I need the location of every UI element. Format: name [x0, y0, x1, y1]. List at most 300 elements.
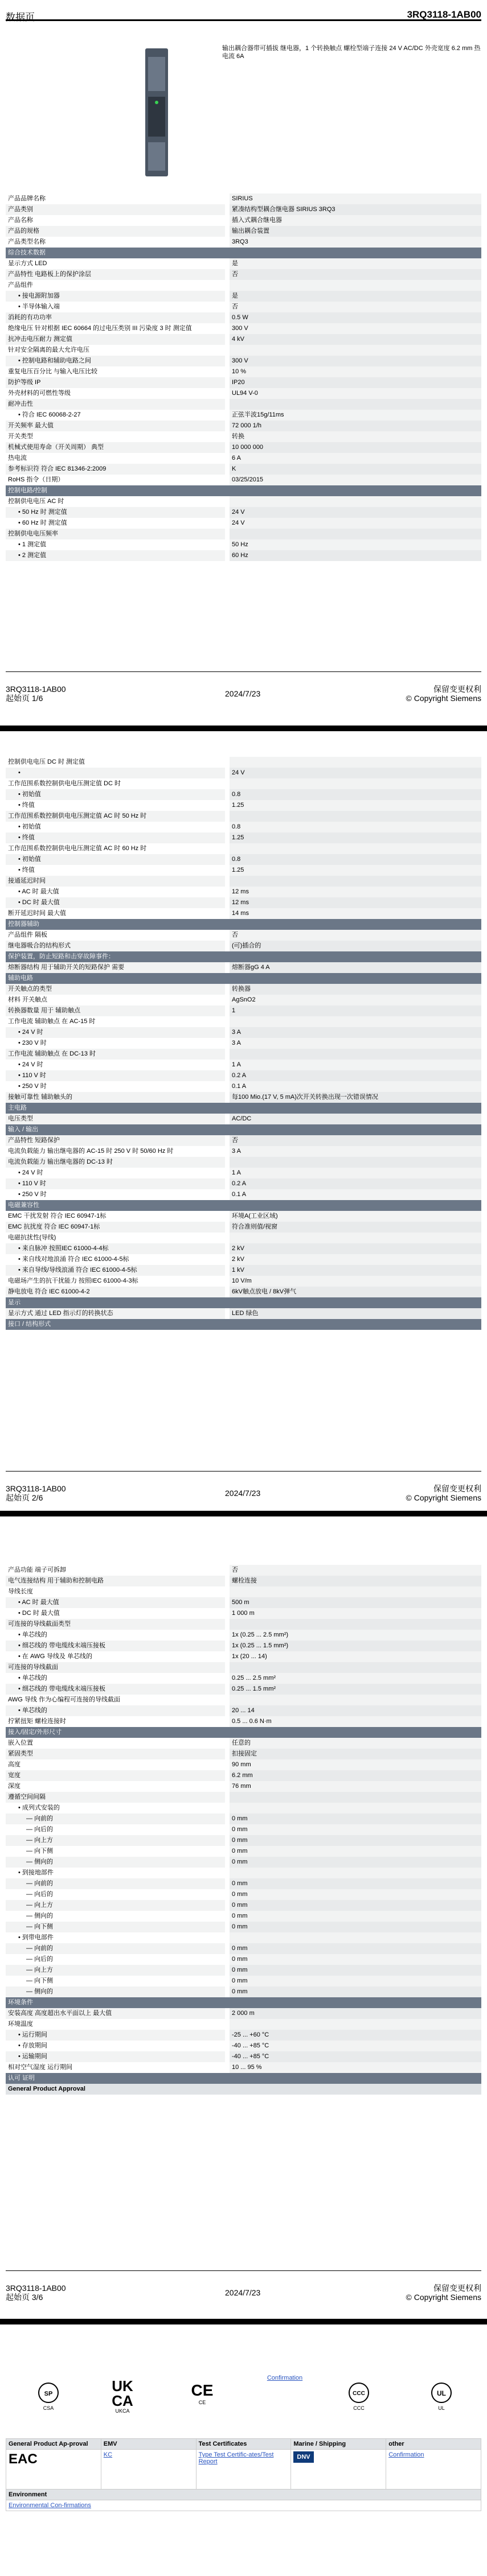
confirmation-link[interactable]: Confirmation: [267, 2375, 303, 2381]
ul-mark: [424, 2381, 459, 2411]
approvals-table: [6, 2438, 481, 2511]
page-footer-1: [6, 671, 481, 706]
spec-row: [6, 410, 481, 421]
spec-value: 0.2 A: [227, 1070, 481, 1081]
spec-label: • 到接地部件: [6, 1868, 227, 1878]
spec-label: 导线长度: [6, 1586, 227, 1597]
spec-label: • 符合 IEC 60068-2-27: [6, 410, 227, 421]
spec-value: 螺栓连接: [227, 1576, 481, 1586]
spec-label: • 230 V 时: [6, 1038, 227, 1049]
footer-date: 2024/7/23: [225, 689, 261, 698]
spec-row: [6, 496, 481, 507]
section-header-row: [6, 951, 481, 962]
spec-value: 1.25: [227, 865, 481, 876]
spec-row: [6, 832, 481, 843]
spec-label: — 向下侧: [6, 1846, 227, 1857]
spec-label: 显示方式 通过 LED 指示灯的转换状态: [6, 1308, 227, 1319]
spec-value: 紧凑结构型耦合继电器 SIRIUS 3RQ3: [227, 204, 481, 215]
spec-label: 相对空气湿度 运行期间: [6, 2062, 227, 2073]
page-footer-2: [6, 1471, 481, 1506]
page-1: [0, 0, 487, 726]
spec-label: 遵循空间间隔: [6, 1792, 227, 1803]
spec-value: 24 V: [227, 518, 481, 529]
spec-row: [6, 908, 481, 919]
spec-label: 嵌入位置: [6, 1738, 227, 1749]
spec-row: [6, 1233, 481, 1243]
spec-label: 开关类型: [6, 431, 227, 442]
approval-header: General Product Ap-proval: [6, 2439, 101, 2450]
section-header-row: [6, 1997, 481, 2008]
spec-value: 300 V: [227, 356, 481, 366]
spec-row: [6, 1038, 481, 1049]
spec-label: 接口 / 结构形式: [6, 1319, 481, 1330]
spec-label: 产品组件 隔板: [6, 930, 227, 941]
spec-row: [6, 2041, 481, 2051]
spec-value: [227, 757, 481, 768]
footer-rights: 保留变更权利: [433, 685, 481, 694]
spec-row: [6, 1597, 481, 1608]
approval-header: Marine / Shipping: [291, 2439, 386, 2450]
spec-row: [6, 204, 481, 215]
spec-label: • 24 V 时: [6, 1060, 227, 1070]
spec-label: • 存放期间: [6, 2041, 227, 2051]
spec-value: 2 000 m: [227, 2008, 481, 2019]
spec-label: — 向后的: [6, 1889, 227, 1900]
spec-label: 控制供电电压 AC 时: [6, 496, 227, 507]
environment-header: Environment: [6, 2490, 481, 2500]
spec-label: 显示: [6, 1297, 481, 1308]
spec-row: [6, 1781, 481, 1792]
spec-label: 产品类型名称: [6, 237, 227, 248]
other-confirmation-link[interactable]: Confirmation: [388, 2451, 424, 2458]
spec-value: 20 ... 14: [227, 1705, 481, 1716]
spec-label: 针对安全隔离的最大允许电压: [6, 345, 227, 356]
spec-value: 60 Hz: [227, 550, 481, 561]
spec-row: [6, 778, 481, 789]
spec-row: [6, 442, 481, 453]
section-header-row: [6, 2073, 481, 2084]
spec-value: [227, 811, 481, 822]
spec-row: [6, 1211, 481, 1222]
dnv-mark: DNV: [291, 2450, 386, 2490]
spec-value: [227, 1157, 481, 1168]
spec-label: 控制器辅助: [6, 919, 481, 930]
spec-value: 10 ... 95 %: [227, 2062, 481, 2073]
spec-row: [6, 1157, 481, 1168]
spec-value: 否: [227, 269, 481, 280]
spec-row: [6, 464, 481, 475]
spec-value: 1.25: [227, 800, 481, 811]
spec-label: • 初始值: [6, 822, 227, 832]
eac-mark: EAC: [6, 2450, 101, 2490]
spec-value: 每100 Mio.(17 V, 5 mA)次开关转换出现一次错误情况: [227, 1092, 481, 1103]
spec-row: [6, 1630, 481, 1641]
ukca-mark: UK CA UKCA: [103, 2379, 142, 2414]
section-header-row: [6, 1103, 481, 1114]
spec-label: • 控制电路和辅助电路之间: [6, 356, 227, 366]
spec-row: [6, 237, 481, 248]
spec-row: [6, 258, 481, 269]
spec-value: 1.25: [227, 832, 481, 843]
spec-row: [6, 269, 481, 280]
spec-value: K: [227, 464, 481, 475]
spec-row: [6, 897, 481, 908]
spec-label: • 250 V 时: [6, 1189, 227, 1200]
page-4: [0, 2324, 487, 2576]
spec-value: 否: [227, 930, 481, 941]
spec-label: • 24 V 时: [6, 1027, 227, 1038]
spec-label: — 向前的: [6, 1878, 227, 1889]
spec-row: [6, 399, 481, 410]
spec-value: 0 mm: [227, 1900, 481, 1911]
spec-row: [6, 1759, 481, 1770]
spec-row: [6, 1114, 481, 1124]
spec-label: 电流负载能力 输出继电器的 DC-13 时: [6, 1157, 227, 1168]
spec-row: [6, 1684, 481, 1695]
spec-row: [6, 854, 481, 865]
cert-label-csa: CSA: [43, 2405, 54, 2411]
spec-label: 工作电流 辅助触点 在 DC-13 时: [6, 1049, 227, 1060]
spec-row: [6, 1878, 481, 1889]
spec-label: • 细芯线的 带电缆线末端压接板: [6, 1684, 227, 1695]
spec-label: • 成列式安装的: [6, 1803, 227, 1813]
spec-label: 产品功能 端子可拆卸: [6, 1565, 227, 1576]
spec-label: 产品类别: [6, 204, 227, 215]
spec-label: — 向下侧: [6, 1922, 227, 1932]
page-3: [0, 1516, 487, 2313]
spec-value: 0.25 ... 2.5 mm²: [227, 1673, 481, 1684]
spec-row: [6, 757, 481, 768]
spec-value: 0 mm: [227, 1986, 481, 1997]
spec-value: 0.8: [227, 822, 481, 832]
spec-label: 材料 开关触点: [6, 995, 227, 1005]
footer-rights: 保留变更权利: [433, 1484, 481, 1493]
spec-row: [6, 388, 481, 399]
spec-row: [6, 865, 481, 876]
svg-text:UL: UL: [437, 2389, 446, 2397]
section-header-row: [6, 1727, 481, 1738]
footer-copyright: © Copyright Siemens: [406, 1493, 481, 1502]
footer-date: 2024/7/23: [225, 2288, 261, 2297]
spec-label: 主电路: [6, 1103, 481, 1114]
spec-row: [6, 984, 481, 995]
spec-value: [227, 399, 481, 410]
spec-row: [6, 226, 481, 237]
spec-row: [6, 1770, 481, 1781]
spec-label: — 向上方: [6, 1965, 227, 1976]
spec-label: 电气连接结构 用于辅助和控制电路: [6, 1576, 227, 1586]
spec-label: 拧紧扭矩 螺栓连接时: [6, 1716, 227, 1727]
spec-label: • 运行期间: [6, 2030, 227, 2041]
spec-value: 0 mm: [227, 1922, 481, 1932]
spec-label: 电流负载能力 输出继电器的 AC-15 时 250 V 时 50/60 Hz 时: [6, 1146, 227, 1157]
footer-page: 起始页 2/6: [6, 1493, 43, 1502]
spec-row: [6, 1619, 481, 1630]
spec-row: [6, 1308, 481, 1319]
spec-row: [6, 475, 481, 485]
spec-label: • AC 时 最大值: [6, 1597, 227, 1608]
spec-label: 开关触点的类型: [6, 984, 227, 995]
footer-page: 起始页 3/6: [6, 2293, 43, 2302]
spec-row: [6, 377, 481, 388]
spec-label: • 24 V 时: [6, 1168, 227, 1178]
spec-value: 6kV触点放电 / 8kV弹气: [227, 1287, 481, 1297]
page-2: [0, 731, 487, 1511]
section-header-row: [6, 248, 481, 258]
spec-row: [6, 1005, 481, 1016]
spec-row: [6, 1608, 481, 1619]
spec-value: 1x (0.25 ... 1.5 mm²): [227, 1641, 481, 1651]
page-footer-3: [6, 2270, 481, 2305]
spec-row: [6, 887, 481, 897]
spec-table-page-3: [6, 1565, 481, 2095]
spec-row: [6, 1976, 481, 1986]
spec-label: • 终值: [6, 865, 227, 876]
spec-row: [6, 1705, 481, 1716]
spec-row: [6, 1146, 481, 1157]
spec-row: [6, 550, 481, 561]
spec-value: 输出耦合装置: [227, 226, 481, 237]
spec-value: 1 A: [227, 1060, 481, 1070]
spec-value: 0.8: [227, 854, 481, 865]
spec-label: 电压类型: [6, 1114, 227, 1124]
test-report-link[interactable]: Type Test Certific-ates/Test Report: [198, 2451, 274, 2465]
spec-row: [6, 1954, 481, 1965]
spec-value: 0 mm: [227, 1846, 481, 1857]
spec-value: 0 mm: [227, 1889, 481, 1900]
spec-value: 0 mm: [227, 1824, 481, 1835]
spec-value: 否: [227, 1565, 481, 1576]
footer-copyright: © Copyright Siemens: [406, 694, 481, 703]
kc-link[interactable]: KC: [103, 2451, 113, 2458]
spec-label: 辅助电路: [6, 973, 481, 984]
spec-value: [227, 1233, 481, 1243]
spec-value: -40 ... +85 °C: [227, 2041, 481, 2051]
spec-row: [6, 1189, 481, 1200]
spec-label: • 单芯线的: [6, 1705, 227, 1716]
spec-value: 0 mm: [227, 1954, 481, 1965]
doc-type-label: 数据页: [6, 12, 35, 23]
approval-header: Test Certificates: [196, 2439, 291, 2450]
spec-row: [6, 941, 481, 951]
spec-label: 紧固类型: [6, 1749, 227, 1759]
cert-label-ukca: UKCA: [115, 2408, 130, 2414]
footer-page: 起始页 1/6: [6, 694, 43, 703]
spec-value: 500 m: [227, 1597, 481, 1608]
csa-mark: [31, 2381, 66, 2411]
spec-row: [6, 1641, 481, 1651]
spec-value: 是: [227, 258, 481, 269]
spec-row: [6, 1092, 481, 1103]
spec-label: RoHS 指令（日期）: [6, 475, 227, 485]
spec-label: — 向前的: [6, 1813, 227, 1824]
spec-label: • 单芯线的: [6, 1673, 227, 1684]
spec-value: 扣接固定: [227, 1749, 481, 1759]
spec-row: [6, 930, 481, 941]
spec-value: 3 A: [227, 1027, 481, 1038]
spec-label: EMC 抗扰度 符合 IEC 60947-1标: [6, 1222, 227, 1233]
spec-label: 电磁抗扰性(导线): [6, 1233, 227, 1243]
spec-value: 是: [227, 291, 481, 302]
spec-label: 绝缘电压 针对根据 IEC 60664 的过电压类别 III 污染度 3 时 测定值: [6, 323, 227, 334]
spec-value: [227, 1049, 481, 1060]
spec-label: 控制电路/控制: [6, 485, 481, 496]
spec-value: [227, 1868, 481, 1878]
spec-value: [227, 876, 481, 887]
spec-row: [6, 1243, 481, 1254]
spec-row: [6, 789, 481, 800]
spec-row: [6, 1911, 481, 1922]
spec-value: [227, 1016, 481, 1027]
section-header-row: [6, 1319, 481, 1330]
spec-label: 产品特性 电路板上的保护涂层: [6, 269, 227, 280]
spec-table-page-2: [6, 757, 481, 1330]
spec-value: AgSnO2: [227, 995, 481, 1005]
svg-text:CCC: CCC: [353, 2390, 365, 2397]
spec-row: [6, 291, 481, 302]
spec-label: • 到带电部件: [6, 1932, 227, 1943]
spec-row: [6, 431, 481, 442]
spec-row: [6, 1857, 481, 1868]
spec-row: [6, 1070, 481, 1081]
page-separator: [0, 2319, 487, 2324]
spec-label: 消耗的有功功率: [6, 312, 227, 323]
spec-label: 转换器数量 用于 辅助触点: [6, 1005, 227, 1016]
spec-value: (可)插合的: [227, 941, 481, 951]
spec-value: 1 kV: [227, 1265, 481, 1276]
spec-row: [6, 1168, 481, 1178]
spec-row: [6, 1276, 481, 1287]
cert-label-ccc: CCC: [353, 2405, 365, 2411]
spec-value: 转换器: [227, 984, 481, 995]
spec-row: [6, 962, 481, 973]
spec-value: 3 A: [227, 1146, 481, 1157]
spec-row: [6, 302, 481, 312]
spec-label: 接入/固定/外形尺寸: [6, 1727, 481, 1738]
spec-row: [6, 1738, 481, 1749]
spec-row: [6, 800, 481, 811]
spec-label: • 在 AWG 导线及 单芯线的: [6, 1651, 227, 1662]
spec-value: [227, 280, 481, 291]
spec-label: 防护等级 IP: [6, 377, 227, 388]
spec-value: 熔断器gG 4 A: [227, 962, 481, 973]
spec-value: 1x (20 ... 14): [227, 1651, 481, 1662]
spec-row: [6, 1965, 481, 1976]
page-separator: [0, 726, 487, 731]
page-separator: [0, 1511, 487, 1516]
spec-value: 环境A(工业区域): [227, 1211, 481, 1222]
spec-label: 开关频率 最大值: [6, 421, 227, 431]
spec-value: 0.2 A: [227, 1178, 481, 1189]
spec-label: 控制供电电压频率: [6, 529, 227, 539]
spec-row: [6, 1565, 481, 1576]
spec-label: • 半导体输入端: [6, 302, 227, 312]
spec-value: 1: [227, 1005, 481, 1016]
spec-value: 6 A: [227, 453, 481, 464]
ce-mark: CE CE: [185, 2381, 219, 2405]
spec-label: 电磁场产生的抗干扰能力 按照IEC 61000-4-3标: [6, 1276, 227, 1287]
spec-label: 熔断器结构 用于辅助开关的短路保护 需要: [6, 962, 227, 973]
spec-row: [6, 1265, 481, 1276]
spec-row: [6, 1824, 481, 1835]
spec-row: [6, 334, 481, 345]
spec-value: LED 绿色: [227, 1308, 481, 1319]
spec-value: [227, 1662, 481, 1673]
spec-value: 0 mm: [227, 1976, 481, 1986]
ccc-mark: [342, 2381, 376, 2411]
spec-label: — 向后的: [6, 1824, 227, 1835]
spec-label: • DC 时 最大值: [6, 1608, 227, 1619]
spec-label: 静电放电 符合 IEC 61000-4-2: [6, 1287, 227, 1297]
spec-value: 10 %: [227, 366, 481, 377]
spec-value: 10 V/m: [227, 1276, 481, 1287]
product-description: 输出耦合器带可插拔 继电器，1 个转换触点 螺栓型端子连接 24 V AC/DC 外壳宽度 6.2 mm 热电流 6A: [222, 45, 481, 60]
spec-value: 90 mm: [227, 1759, 481, 1770]
spec-label: • 终值: [6, 800, 227, 811]
spec-value: 任意的: [227, 1738, 481, 1749]
spec-label: • 110 V 时: [6, 1178, 227, 1189]
cert-label-ce: CE: [198, 2400, 206, 2405]
spec-label: • 50 Hz 时 测定值: [6, 507, 227, 518]
spec-label: 宽度: [6, 1770, 227, 1781]
spec-label: — 向前的: [6, 1943, 227, 1954]
spec-row: [6, 768, 481, 778]
spec-label: 保护装置，防止短路和击穿故障事件：: [6, 951, 481, 962]
spec-row: [6, 1287, 481, 1297]
spec-value: 否: [227, 1135, 481, 1146]
spec-value: [227, 1619, 481, 1630]
spec-value: 2 kV: [227, 1243, 481, 1254]
spec-row: [6, 1835, 481, 1846]
cert-label-ul: UL: [438, 2405, 445, 2411]
spec-value: [227, 529, 481, 539]
spec-row: [6, 995, 481, 1005]
spec-value: AC/DC: [227, 1114, 481, 1124]
spec-value: 0.5 ... 0.6 N·m: [227, 1716, 481, 1727]
spec-row: [6, 366, 481, 377]
spec-label: 产品特性 短路保护: [6, 1135, 227, 1146]
spec-value: 0.5 W: [227, 312, 481, 323]
article-number: 3RQ3118-1AB00: [407, 9, 481, 20]
spec-label: • 250 V 时: [6, 1081, 227, 1092]
spec-row: [6, 2062, 481, 2073]
environmental-confirmations-link[interactable]: Environmental Con-firmations: [9, 2502, 91, 2509]
section-header-row: [6, 919, 481, 930]
spec-label: 安装高度 高度超出水平面以上 最大值: [6, 2008, 227, 2019]
spec-value: IP20: [227, 377, 481, 388]
spec-row: [6, 1586, 481, 1597]
spec-value: 转换: [227, 431, 481, 442]
spec-label: • 来自导线/导线浪涌 符合 IEC 61000-4-5标: [6, 1265, 227, 1276]
spec-row: [6, 1135, 481, 1146]
spec-row: [6, 2051, 481, 2062]
spec-row: [6, 1846, 481, 1857]
spec-value: 0 mm: [227, 1813, 481, 1824]
spec-label: • 来自脉冲 按照IEC 61000-4-4标: [6, 1243, 227, 1254]
spec-row: [6, 539, 481, 550]
spec-label: • DC 时 最大值: [6, 897, 227, 908]
spec-label: 显示方式 LED: [6, 258, 227, 269]
spec-row: [6, 1868, 481, 1878]
section-header-row: [6, 485, 481, 496]
spec-label: 工作范围系数控制供电电压测定值 AC 时 60 Hz 时: [6, 843, 227, 854]
spec-label: 高度: [6, 1759, 227, 1770]
spec-row: [6, 507, 481, 518]
footer-rights: 保留变更权利: [433, 2284, 481, 2293]
spec-value: [227, 1803, 481, 1813]
spec-row: [6, 1932, 481, 1943]
spec-value: 0 mm: [227, 1878, 481, 1889]
